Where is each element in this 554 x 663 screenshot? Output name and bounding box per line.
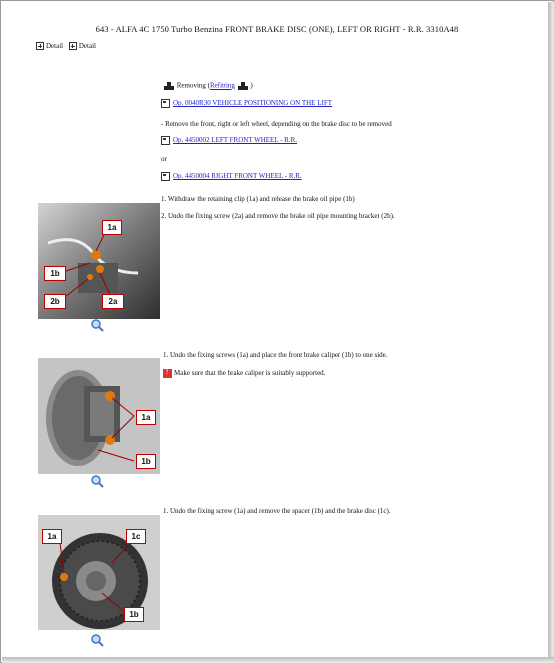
op-line-2 (161, 136, 297, 145)
tool-icon (163, 81, 175, 91)
callout-label: 2a (102, 294, 124, 309)
warning-line (163, 369, 325, 378)
detail-toggle-2[interactable]: Detail (69, 42, 96, 50)
step-2-text: 2. Undo the fixing screw (2a) and remove the brake oil pipe mounting bracket (2b). (161, 212, 395, 220)
brake-pipe-photo (38, 203, 160, 319)
callout-label: 1b (44, 266, 66, 281)
warning-text: Make sure that the brake caliper is suitably supported. (174, 369, 326, 378)
callout-label: 1b (136, 454, 156, 469)
brake-disc-photo (38, 515, 160, 630)
op-line-3 (161, 172, 302, 181)
step-3-text: 1. Undo the fixing screws (1a) and place the front brake caliper (1b) to one side. (163, 351, 388, 359)
op-link-right-front-wheel[interactable]: Op. 4450004 RIGHT FRONT WHEEL - R.R. (173, 172, 302, 181)
callout-label: 1a (102, 220, 122, 235)
page-title: 643 - ALFA 4C 1750 Turbo Benzina FRONT BRAKE DISC (ONE), LEFT OR RIGHT - R.R. 3310A48 (95, 24, 459, 34)
document-icon (161, 99, 170, 108)
tool-icon (237, 81, 249, 91)
expand-icon[interactable] (69, 42, 77, 50)
callout-label: 1c (126, 529, 146, 544)
zoom-icon[interactable] (90, 633, 104, 647)
step-4-text: 1. Undo the fixing screw (1a) and remove the spacer (1b) and the brake disc (1c). (163, 507, 391, 515)
refitting-link[interactable]: Refitting (210, 81, 235, 90)
zoom-icon[interactable] (90, 318, 104, 332)
op-line-1 (161, 99, 332, 108)
detail-row (36, 42, 100, 52)
removing-line (163, 81, 253, 91)
page-shadow (2, 657, 554, 663)
remove-wheel-text: - Remove the front, right or left wheel, depending on the brake disc to be removed (161, 120, 392, 128)
document-icon (161, 136, 170, 145)
removing-close: ) (250, 81, 253, 90)
warning-icon (163, 369, 172, 378)
brake-caliper-photo (38, 358, 160, 474)
zoom-icon[interactable] (90, 474, 104, 488)
callout-label: 1a (136, 410, 156, 425)
page-shadow (548, 2, 554, 663)
removing-label: Removing ( (176, 81, 210, 90)
callout-label: 2b (44, 294, 66, 309)
detail-toggle-1[interactable]: Detail (36, 42, 63, 50)
callout-label: 1a (42, 529, 62, 544)
op-link-vehicle-positioning[interactable]: Op. 0040R30 VEHICLE POSITIONING ON THE LIFT (173, 99, 332, 108)
step-1-text: 1. Withdraw the retaining clip (1a) and release the brake oil pipe (1b) (161, 195, 355, 203)
callout-label: 1b (124, 607, 144, 622)
or-text: or (161, 155, 167, 163)
op-link-left-front-wheel[interactable]: Op. 4450002 LEFT FRONT WHEEL - R.R. (173, 136, 297, 145)
document-icon (161, 172, 170, 181)
expand-icon[interactable] (36, 42, 44, 50)
